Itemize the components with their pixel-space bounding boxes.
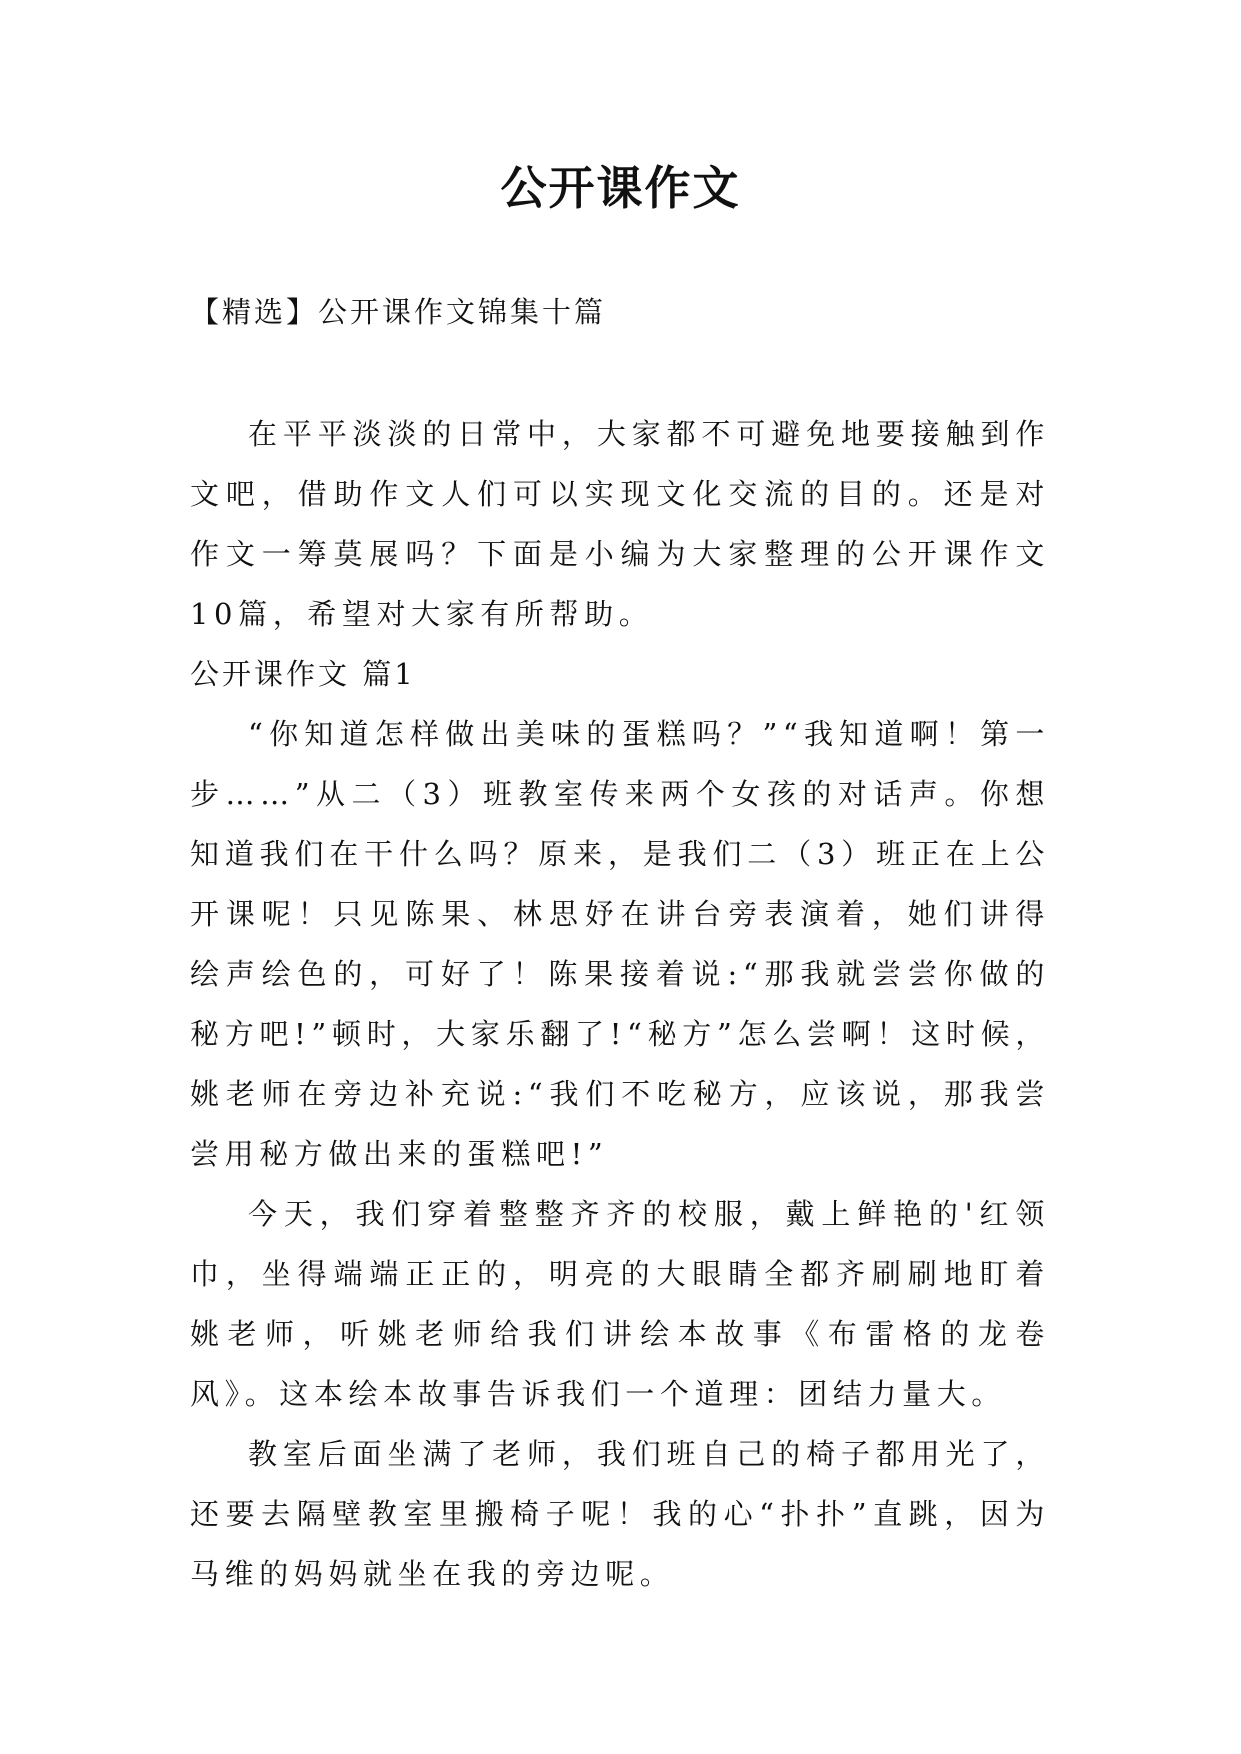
body-paragraph: 教室后面坐满了老师，我们班自己的椅子都用光了，还要去隔壁教室里搬椅子呢！我的心“扑扑”直跳，因为马维的妈妈就坐在我的旁边呢。 bbox=[190, 1437, 1050, 1591]
document-body bbox=[190, 404, 1050, 1604]
body-paragraph: “你知道怎样做出美味的蛋糕吗？”“我知道啊！第一步……”从二（3）班教室传来两个女孩的对话声。你想知道我们在干什么吗？原来，是我们二（3）班正在上公开课呢！只见陈果、林思妤在讲台旁表演着，她们讲得绘声绘色的，可好了！陈果接着说:“那我就尝尝你做的秘方吧!”顿时，大家乐翻了!“秘方”怎么尝啊！这时候，姚老师在旁边补充说:“我们不吃秘方，应该说，那我尝尝用秘方做出来的蛋糕吧!” bbox=[190, 717, 1050, 1171]
document-title: 公开课作文 bbox=[500, 161, 741, 215]
body-paragraph: 今天，我们穿着整整齐齐的校服，戴上鲜艳的'红领巾，坐得端端正正的，明亮的大眼睛全都齐刷刷地盯着姚老师，听姚老师给我们讲绘本故事《布雷格的龙卷风》。这本绘本故事告诉我们一个道理：团结力量大。 bbox=[190, 1197, 1050, 1411]
intro-paragraph: 在平平淡淡的日常中，大家都不可避免地要接触到作文吧，借助作文人们可以实现文化交流的目的。还是对作文一筹莫展吗？下面是小编为大家整理的公开课作文10篇，希望对大家有所帮助。 bbox=[190, 417, 1050, 631]
document-subtitle: 【精选】公开课作文锦集十篇 bbox=[190, 295, 607, 329]
section-heading: 公开课作文 篇1 bbox=[190, 657, 416, 691]
